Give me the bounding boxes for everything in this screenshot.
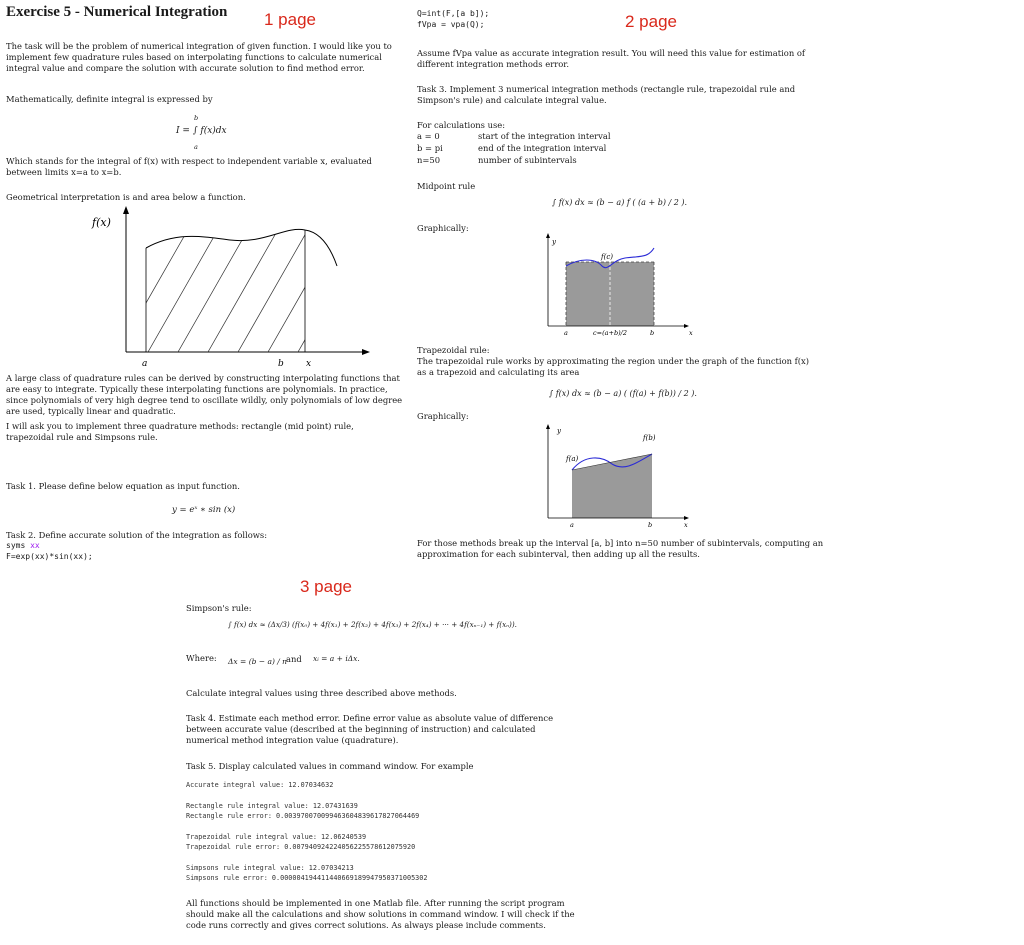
y-label: y <box>552 238 556 246</box>
ask-text: I will ask you to implement three quadrature methods: rectangle (mid point) rule, trapezoidal rule and Simpsons rule. <box>6 421 354 442</box>
param-row: a = 0 start of the integration interval <box>417 131 611 141</box>
b-label: b <box>278 359 284 369</box>
task3-text: Task 3. Implement 3 numerical integration methods (rectangle rule, trapezoidal rule and Simpson's rule) and calculate integral value. <box>417 84 796 105</box>
integral-upper-limit: b <box>194 114 199 122</box>
integral-lower-limit: a <box>194 143 198 151</box>
b-label: b <box>648 521 653 529</box>
exercise-title: Exercise 5 - Numerical Integration <box>6 4 228 20</box>
code-define-F: F=exp(xx)*sin(xx); <box>6 552 93 561</box>
y-label: y <box>557 427 561 435</box>
intro-text: The task will be the problem of numerical integration of given function. I would like you to implement few quadrature rules based on interpolating functions to calculate numerical integral value and compare the solution with accurate solution to find method error. <box>6 41 392 73</box>
trapezoidal-formula: ∫ f(x) dx ≈ (b − a) ( (f(a) + f(b)) / 2 ). <box>549 389 697 398</box>
task2-text: Task 2. Define accurate solution of the integration as follows: <box>6 530 268 540</box>
task1-text: Task 1. Please define below equation as input function. <box>6 481 240 491</box>
x-label: x <box>306 359 312 369</box>
graphically-label-2: Graphically: <box>417 411 469 421</box>
stands-for-text: Which stands for the integral of f(x) with respect to independent variable x, evaluated between limits x=a to x=b. <box>6 156 372 177</box>
simpson-formula: ∫ f(x) dx ≈ (Δx/3) (f(x₀) + 4f(x₁) + 2f(x₂) + 4f(x₃) + 2f(x₄) + ··· + 4f(xₙ₋₁) + f(xₙ)). <box>228 620 517 629</box>
simpson-title: Simpson's rule: <box>186 603 252 613</box>
a-label: a <box>142 359 148 369</box>
where-label: Where: <box>186 653 217 663</box>
for-calc-text: For calculations use: <box>417 120 506 130</box>
task1-equation: y = eˣ ∗ sin (x) <box>172 505 236 515</box>
output-line: Rectangle rule integral value: 12.07431639 <box>186 802 358 810</box>
trapezoidal-rule-graph <box>540 422 700 532</box>
output-line: Accurate integral value: 12.07034632 <box>186 781 334 789</box>
a-label: a <box>564 329 568 337</box>
midpoint-title: Midpoint rule <box>417 181 476 191</box>
a-label: a <box>570 521 574 529</box>
page-label-2: 2 page <box>625 12 677 31</box>
fa-label: f(a) <box>566 455 579 463</box>
x-label: x <box>684 521 688 529</box>
trapezoidal-title: Trapezoidal rule: <box>417 345 490 355</box>
param-row: b = pi end of the integration interval <box>417 143 607 153</box>
code-vpa: fVpa = vpa(Q); <box>417 20 485 29</box>
midpoint-formula: ∫ f(x) dx ≈ (b − a) f ( (a + b) / 2 ). <box>552 198 688 207</box>
fx-label: f(x) <box>92 216 111 229</box>
b-label: b <box>650 329 655 337</box>
quadrature-text: A large class of quadrature rules can be derived by constructing interpolating functions that are easy to integrate. Typically these interpolating functions are polynomials. In practice, since polynomials of very high degree tend to oscillate wildly, only polynomials of low degree are used, typically linear and quadratic. <box>6 373 403 416</box>
task4-text: Task 4. Estimate each method error. Define error value as absolute value of difference between accurate value (described at the beginning of instruction) and calculated numerical method integration value (quadrature). <box>186 713 554 745</box>
delta-x-formula: Δx = (b − a) / n <box>228 657 288 666</box>
output-line: Trapezoidal rule integral value: 12.06240539 <box>186 833 367 841</box>
graphically-label-1: Graphically: <box>417 223 469 233</box>
midpoint-rule-graph <box>540 230 700 340</box>
task5-text: Task 5. Display calculated values in command window. For example <box>186 761 474 771</box>
code-int: Q=int(F,[a b]); <box>417 9 490 18</box>
geometric-text: Geometrical interpretation is and area below a function. <box>6 192 246 202</box>
assume-text: Assume fVpa value as accurate integration result. You will need this value for estimation of different integration methods error. <box>417 48 806 69</box>
output-line: Trapezoidal rule error: 0.007940924224056225578612075920 <box>186 843 416 851</box>
final-instructions: All functions should be implemented in one Matlab file. After running the script program should make all the calculations and show solutions in command window. I will check if the code runs correctly and gives correct solutions. As always please include comments. <box>186 898 575 930</box>
calculate-text: Calculate integral values using three described above methods. <box>186 688 457 698</box>
and-label: and <box>286 654 302 664</box>
area-under-curve-graph <box>80 206 380 372</box>
param-row: n=50 number of subintervals <box>417 155 577 165</box>
output-line: Simpsons rule integral value: 12.07034213 <box>186 864 354 872</box>
code-syms: syms xx <box>6 541 40 550</box>
math-expression-text: Mathematically, definite integral is expressed by <box>6 94 213 104</box>
page-label-1: 1 page <box>264 10 316 29</box>
page-label-3: 3 page <box>300 577 352 596</box>
trapezoidal-text: The trapezoidal rule works by approximating the region under the graph of the function f(x) as a trapezoid and calculating its area <box>417 356 810 377</box>
fc-label: f(c) <box>601 253 613 261</box>
output-line: Simpsons rule error: 0.000004194411440669189947950371005302 <box>186 874 428 882</box>
output-line: Rectangle rule error: 0.003970070099463604839617827064469 <box>186 812 420 820</box>
fb-label: f(b) <box>643 434 656 442</box>
c-label: c=(a+b)/2 <box>593 329 627 337</box>
break-up-text: For those methods break up the interval [a, b] into n=50 number of subintervals, computing an approximation for each subinterval, then adding up all the results. <box>417 538 824 559</box>
integral-formula: I = ∫ f(x)dx <box>176 126 227 136</box>
xi-formula: xᵢ = a + iΔx. <box>313 654 360 663</box>
x-label: x <box>689 329 693 337</box>
